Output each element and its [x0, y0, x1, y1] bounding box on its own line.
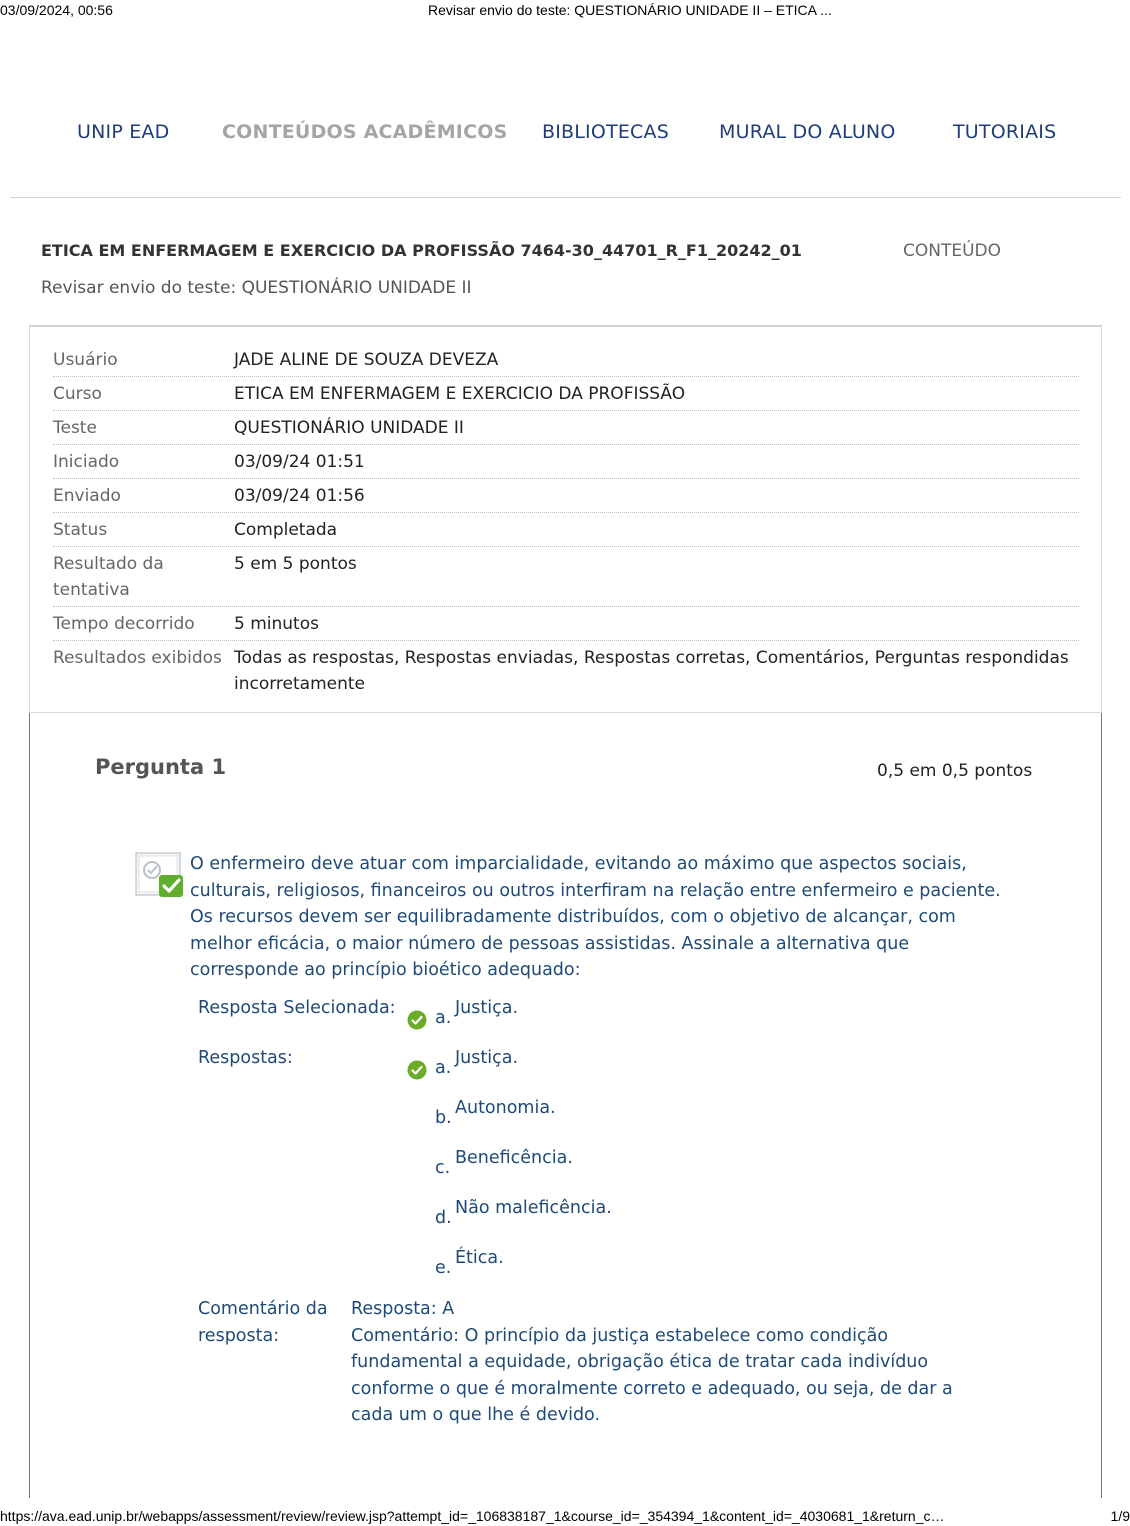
answer-letter: a.	[435, 1008, 452, 1028]
nav-unip-ead[interactable]: UNIP EAD	[77, 121, 170, 143]
info-label: Status	[53, 520, 108, 540]
nav-divider	[10, 197, 1121, 198]
content-link[interactable]: CONTEÚDO	[903, 241, 1002, 261]
answer-letter: c.	[435, 1158, 451, 1178]
content-border-left	[29, 713, 30, 1498]
answer-letter: b.	[435, 1108, 452, 1128]
top-navigation	[0, 121, 1130, 151]
info-label: Resultado da tentativa	[53, 554, 164, 600]
correct-question-icon	[134, 851, 186, 899]
info-value: ETICA EM ENFERMAGEM E EXERCICIO DA PROFISSÃO	[234, 384, 686, 404]
page-title: Revisar envio do teste: QUESTIONÁRIO UNIDADE II	[41, 278, 472, 298]
attempt-info-box	[29, 325, 1102, 713]
question-points: 0,5 em 0,5 pontos	[877, 761, 1033, 781]
info-row	[53, 607, 1079, 641]
answer-text: Justiça.	[455, 998, 519, 1018]
print-header	[0, 2, 1130, 22]
info-row	[53, 445, 1079, 479]
check-icon	[407, 1060, 427, 1080]
nav-mural-do-aluno[interactable]: MURAL DO ALUNO	[719, 121, 896, 143]
print-url: https://ava.ead.unip.br/webapps/assessment/review/review.jsp?attempt_id=_106838187_1&course_id=_354394_1&content_id=_4030681_1&return_c…	[0, 1508, 945, 1524]
selected-answer-label: Resposta Selecionada:	[198, 998, 396, 1018]
info-value: 03/09/24 01:51	[234, 452, 365, 472]
nav-tutoriais[interactable]: TUTORIAIS	[953, 121, 1057, 143]
answer-text: Justiça.	[455, 1048, 519, 1068]
answer-letter: d.	[435, 1208, 452, 1228]
comment-text: Comentário: O princípio da justiça estabelece como condição fundamental a equidade, obrigação ética de tratar cada indivíduo conforme o que é moralmente correto e adequado, ou seja, de dar a cada um o que lhe é devido.	[351, 1325, 953, 1425]
info-value: QUESTIONÁRIO UNIDADE II	[234, 418, 464, 438]
info-label: Iniciado	[53, 452, 120, 472]
answers-label: Respostas:	[198, 1048, 293, 1068]
comment-answer: Resposta: A	[351, 1299, 455, 1319]
course-title[interactable]: ETICA EM ENFERMAGEM E EXERCICIO DA PROFISSÃO 7464-30_44701_R_F1_20242_01	[41, 241, 802, 260]
answer-text: Beneficência.	[455, 1148, 573, 1168]
answer-text: Autonomia.	[455, 1098, 556, 1118]
info-row	[53, 411, 1079, 445]
info-value: 5 minutos	[234, 614, 319, 634]
info-value: 03/09/24 01:56	[234, 486, 365, 506]
attempt-info-table	[53, 343, 1079, 700]
info-value: 5 em 5 pontos	[234, 554, 357, 574]
comment-body	[351, 1296, 971, 1429]
nav-bibliotecas[interactable]: BIBLIOTECAS	[542, 121, 669, 143]
info-row	[53, 641, 1079, 700]
nav-conteudos-academicos[interactable]: CONTEÚDOS ACADÊMICOS	[222, 121, 508, 143]
question-text: O enfermeiro deve atuar com imparcialidade, evitando ao máximo que aspectos sociais, culturais, religiosos, financeiros ou outros interfiram na relação entre enfermeiro e paciente. Os recursos devem ser equilibradamente distribuídos, com o objetivo de alcançar, com melhor eficácia, o maior número de pessoas assistidas. Assinale a alternativa que corresponde ao princípio bioético adequado:	[190, 854, 1001, 980]
info-row	[53, 343, 1079, 377]
info-label: Enviado	[53, 486, 121, 506]
info-label: Resultados exibidos	[53, 648, 222, 668]
print-page-number: 1/9	[1110, 1508, 1130, 1524]
info-value: JADE ALINE DE SOUZA DEVEZA	[234, 350, 499, 370]
answer-letter: e.	[435, 1258, 452, 1278]
info-label: Curso	[53, 384, 102, 404]
print-date: 03/09/2024, 00:56	[0, 2, 113, 18]
info-row	[53, 479, 1079, 513]
content-border-right	[1101, 713, 1102, 1498]
check-icon	[407, 1010, 427, 1030]
info-value: Completada	[234, 520, 338, 540]
info-row	[53, 513, 1079, 547]
info-label: Teste	[53, 418, 97, 438]
comment-label: Comentário da resposta:	[198, 1299, 328, 1346]
info-label: Tempo decorrido	[53, 614, 195, 634]
answer-text: Não maleficência.	[455, 1198, 612, 1218]
print-footer	[0, 1508, 1130, 1526]
info-value: Todas as respostas, Respostas enviadas, Respostas corretas, Comentários, Perguntas respondidas incorretamente	[234, 648, 1069, 694]
answer-text: Ética.	[455, 1248, 504, 1268]
question-heading: Pergunta 1	[95, 755, 227, 779]
info-row	[53, 547, 1079, 607]
print-title: Revisar envio do teste: QUESTIONÁRIO UNIDADE II – ETICA ...	[428, 2, 832, 18]
answer-letter: a.	[435, 1058, 452, 1078]
info-row	[53, 377, 1079, 411]
info-label: Usuário	[53, 350, 118, 370]
